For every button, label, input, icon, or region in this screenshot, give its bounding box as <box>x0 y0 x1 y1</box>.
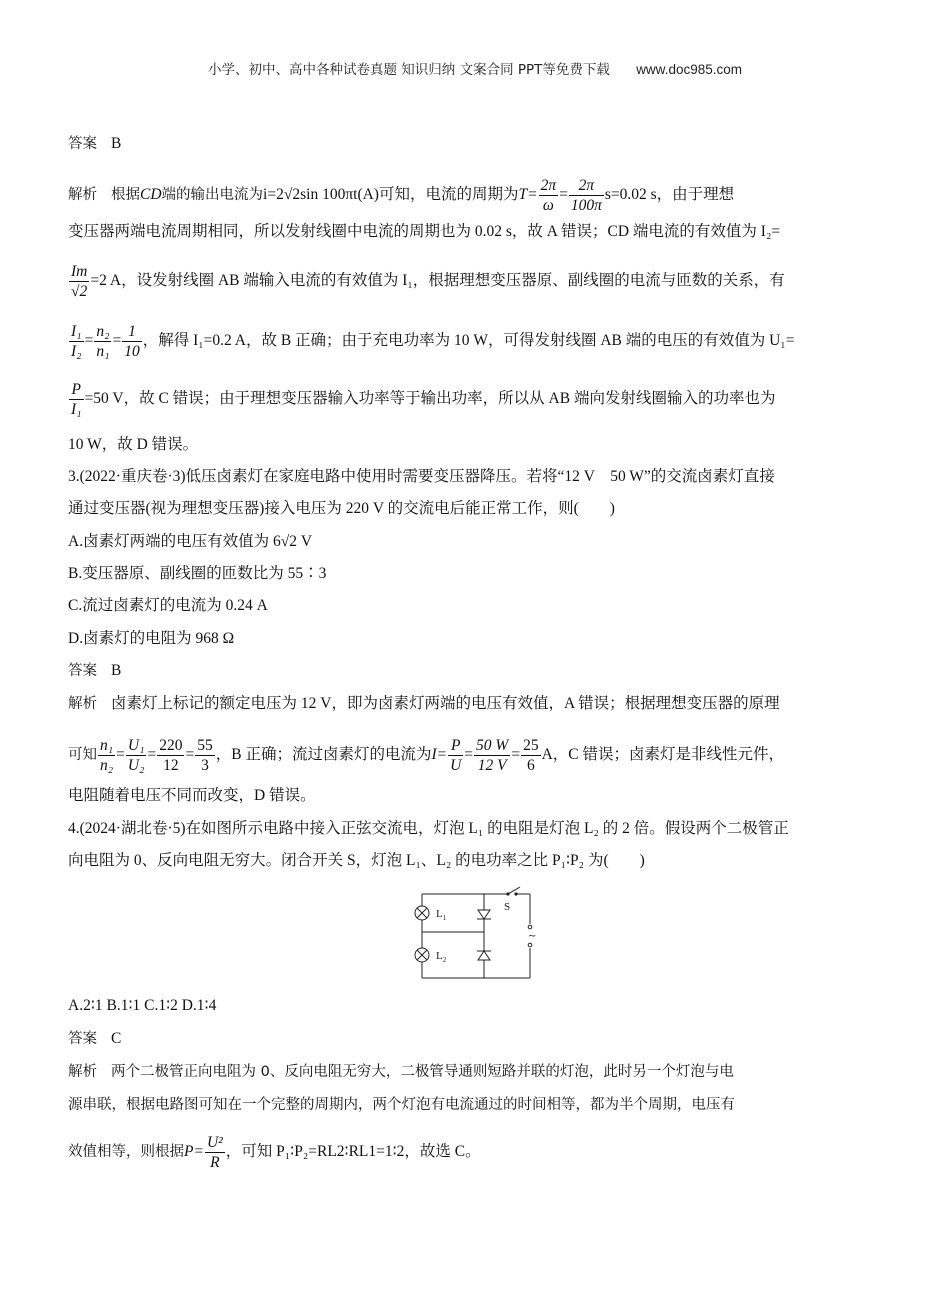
denominator: 6 <box>526 757 535 774</box>
denominator: U₂ <box>127 757 145 774</box>
q3-stem-1 <box>68 466 883 488</box>
text: s=0.02 s，由于理想 <box>604 186 735 204</box>
label: L <box>436 950 443 962</box>
text: 10 W，故 D 错误。 <box>68 436 199 453</box>
text: 卤素灯上标记的额定电压为 12 V，即为卤素灯两端的电压有效值，A 错误；根据理想变压器的原理 <box>111 695 780 712</box>
fraction <box>98 736 115 775</box>
fraction <box>195 736 215 775</box>
fraction <box>157 736 184 775</box>
denominator: 10 <box>124 343 140 360</box>
text: ，B 正确；流过卤素灯的电流为 <box>215 746 432 764</box>
label: L <box>436 908 443 920</box>
lamp-l1-label <box>436 908 447 922</box>
denominator: ω <box>542 197 554 214</box>
denominator: √2 <box>71 283 88 300</box>
denominator: I₁ <box>71 401 82 418</box>
text: 源串联，根据电路图可知在一个完整的周期内，两个灯泡有电流通过的时间相等，都为半个周期，电压有 <box>68 1097 735 1113</box>
fraction <box>69 380 84 419</box>
q2-explain-line-3 <box>68 262 883 301</box>
q4-stem-2 <box>68 850 883 872</box>
fraction <box>448 736 463 775</box>
fraction <box>521 736 541 775</box>
text: C.流过卤素灯的电流为 0.24 A <box>68 597 268 614</box>
answer-value: B <box>111 135 122 152</box>
q2-answer-line <box>68 133 883 155</box>
header-url[interactable]: www.doc985.com <box>636 62 742 77</box>
numerator: 1 <box>122 322 142 342</box>
text: = <box>559 186 568 204</box>
q3-option-b <box>68 563 883 585</box>
q2-explain-line-1 <box>68 176 883 215</box>
fraction <box>69 262 89 301</box>
numerator: I₁ <box>71 323 82 340</box>
text: 3.(2022·重庆卷·3)低压卤素灯在家庭电路中使用时需要变压器降压。若将“12 V 50 W”的交流卤素灯直接 <box>68 468 775 485</box>
denominator: U <box>450 757 462 774</box>
answer-label: 答案 <box>68 1031 97 1047</box>
explain-label: 解析 <box>68 1064 97 1080</box>
denominator: I₂ <box>71 343 82 360</box>
text: 可知 <box>68 747 97 764</box>
label-sub: 2 <box>442 956 447 964</box>
numerator: P <box>69 380 84 400</box>
text: I= <box>431 746 448 764</box>
text: 两个二极管正向电阻为 0、反向电阻无穷大，二极管导通则短路并联的灯泡，此时另一个灯泡与电 <box>111 1064 734 1080</box>
circuit-diagram <box>408 882 548 982</box>
q2-explain-line-6 <box>68 434 883 456</box>
text: 端的输出电流为 <box>161 187 264 204</box>
denominator: 12 V <box>477 757 507 774</box>
text: ，可知 P₁∶P₂=RL2∶RL1=1∶2，故选 C。 <box>225 1143 481 1161</box>
numerator: n₂ <box>96 323 110 340</box>
numerator: P <box>448 736 463 756</box>
text: A.卤素灯两端的电压有效值为 6√2 V <box>68 533 313 550</box>
ac-terminal-top <box>528 925 532 929</box>
switch-contact-b <box>514 892 517 895</box>
lamp-l2-label <box>436 950 447 964</box>
q3-explain-line-3 <box>68 785 883 807</box>
label-sub: 1 <box>442 914 447 922</box>
text: ，解得 I₁=0.2 A，故 B 正确；由于充电功率为 10 W，可得发射线圈 AB 端的电压的有效值为 U₁= <box>142 332 795 350</box>
numerator: 2π <box>569 176 604 196</box>
q3-explain-line-1 <box>68 693 883 715</box>
denominator: 100π <box>570 197 602 214</box>
text: CD <box>140 186 162 204</box>
fraction <box>122 322 142 361</box>
text: A，C 错误；卤素灯是非线性元件， <box>541 746 784 764</box>
fraction <box>539 176 559 215</box>
text: =2 A，设发射线圈 AB 端输入电流的有效值为 I₁，根据理想变压器原、副线圈的电流与匝数的关系，有 <box>90 272 785 290</box>
q4-explain-line-1 <box>68 1061 883 1083</box>
answer-label: 答案 <box>68 136 97 152</box>
fraction <box>205 1133 225 1172</box>
text: =50 V，故 C 错误；由于理想变压器输入功率等于输出功率，所以从 AB 端向发射线圈输入的功率也为 <box>84 390 776 408</box>
q4-answer-line <box>68 1028 883 1050</box>
ac-terminal-bottom <box>528 943 532 947</box>
q3-explain-line-2: 可知 $\frac{\text{n₁}}{\text{n₂}}$ = $\frac{\text{U₁}}{\text{U₂}}$ = $\frac{220}{12}$ = $\frac{55}{3}$ ，B 正确；流过卤素灯的电流为I= $\frac{P}{U}$ = $\frac{50 W}{12 V}$ = $\frac{25}{6}$ A，C 错误；卤素灯是非线性元件， <box>68 737 784 774</box>
q4-stem-1 <box>68 818 883 840</box>
q4-options <box>68 995 883 1017</box>
text: 变压器两端电流周期相同，所以发射线圈中电流的周期也为 0.02 s，故 A 错误；CD 端电流的有效值为 I₂= <box>68 223 781 240</box>
numerator: 25 <box>523 737 539 754</box>
text: 效值相等，则根据 <box>68 1144 184 1161</box>
text: B.变压器原、副线圈的匝数比为 55∶3 <box>68 565 327 582</box>
q4-explain-line-2 <box>68 1094 883 1116</box>
diode-2-icon <box>478 951 490 960</box>
switch-label: S <box>504 901 511 913</box>
numerator: U² <box>206 1134 223 1151</box>
fraction <box>126 736 147 775</box>
text: T= <box>518 186 538 204</box>
explain-label: 解析 <box>68 187 97 204</box>
fraction <box>474 736 510 775</box>
numerator: 50 W <box>476 737 509 754</box>
q2-explain-line-2 <box>68 221 883 243</box>
q4-explain-line-3 <box>68 1133 883 1172</box>
q2-explain-line-4: $\frac{\text{I₁}}{\text{I₂}}$ = $\frac{\text{n₂}}{\text{n₁}}$ = $\frac{1}{10}$ ，解得 I₁=0.2 A，故 B 正确；由于充电功率为 10 W，可得发射线圈 AB 端的电压的有效值为 U₁= <box>71 323 795 360</box>
q3-stem-2 <box>68 498 883 520</box>
explain-label: 解析 <box>68 696 97 712</box>
fraction <box>94 322 111 361</box>
numerator: 220 <box>159 737 183 754</box>
text: 根据 <box>111 187 140 204</box>
denominator: R <box>210 1154 220 1171</box>
numerator: 55 <box>197 737 213 754</box>
denominator: 3 <box>201 757 209 774</box>
answer-value: C <box>111 1030 122 1047</box>
text: 通过变压器(视为理想变压器)接入电压为 220 V 的交流电后能正常工作，则( ) <box>68 500 615 517</box>
fraction <box>569 176 604 215</box>
q3-option-a <box>68 531 883 553</box>
text: 4.(2024·湖北卷·5)在如图所示电路中接入正弦交流电，灯泡 L₁ 的电阻是灯泡 L₂ 的 2 倍。假设两个二极管正 <box>68 820 789 837</box>
answer-label: 答案 <box>68 663 97 679</box>
switch-contact-a <box>506 892 509 895</box>
q3-option-d <box>68 628 883 650</box>
diode-1-icon <box>478 910 490 919</box>
q2-explain-line-5 <box>68 380 883 419</box>
numerator: 2π <box>540 177 557 194</box>
text: 向电阻为 0、反向电阻无穷大。闭合开关 S，灯泡 L₁、L₂ 的电功率之比 P₁∶P₂ 为( ) <box>68 852 645 869</box>
text: P= <box>184 1143 204 1161</box>
numerator: Im <box>71 263 88 280</box>
switch-blade <box>508 887 520 894</box>
ac-symbol: ~ <box>528 931 537 942</box>
text: A.2∶1 B.1∶1 C.1∶2 D.1∶4 <box>68 997 217 1014</box>
fraction <box>69 322 84 361</box>
page-header <box>0 58 950 78</box>
q3-answer-line <box>68 660 883 682</box>
text: 电阻随着电压不同而改变，D 错误。 <box>68 787 316 804</box>
text: D.卤素灯的电阻为 968 Ω <box>68 630 235 647</box>
q3-option-c <box>68 595 883 617</box>
denominator: 12 <box>163 757 179 774</box>
denominator: n₁ <box>96 343 110 360</box>
header-text: 小学、初中、高中各种试卷真题 知识归纳 文案合同 PPT等免费下载 <box>207 62 610 78</box>
numerator: U₁ <box>127 737 145 754</box>
numerator: n₁ <box>100 737 114 754</box>
answer-value: B <box>111 662 122 679</box>
denominator: n₂ <box>100 757 114 774</box>
text: i=2√2sin 100πt(A)可知，电流的周期为 <box>263 186 519 204</box>
